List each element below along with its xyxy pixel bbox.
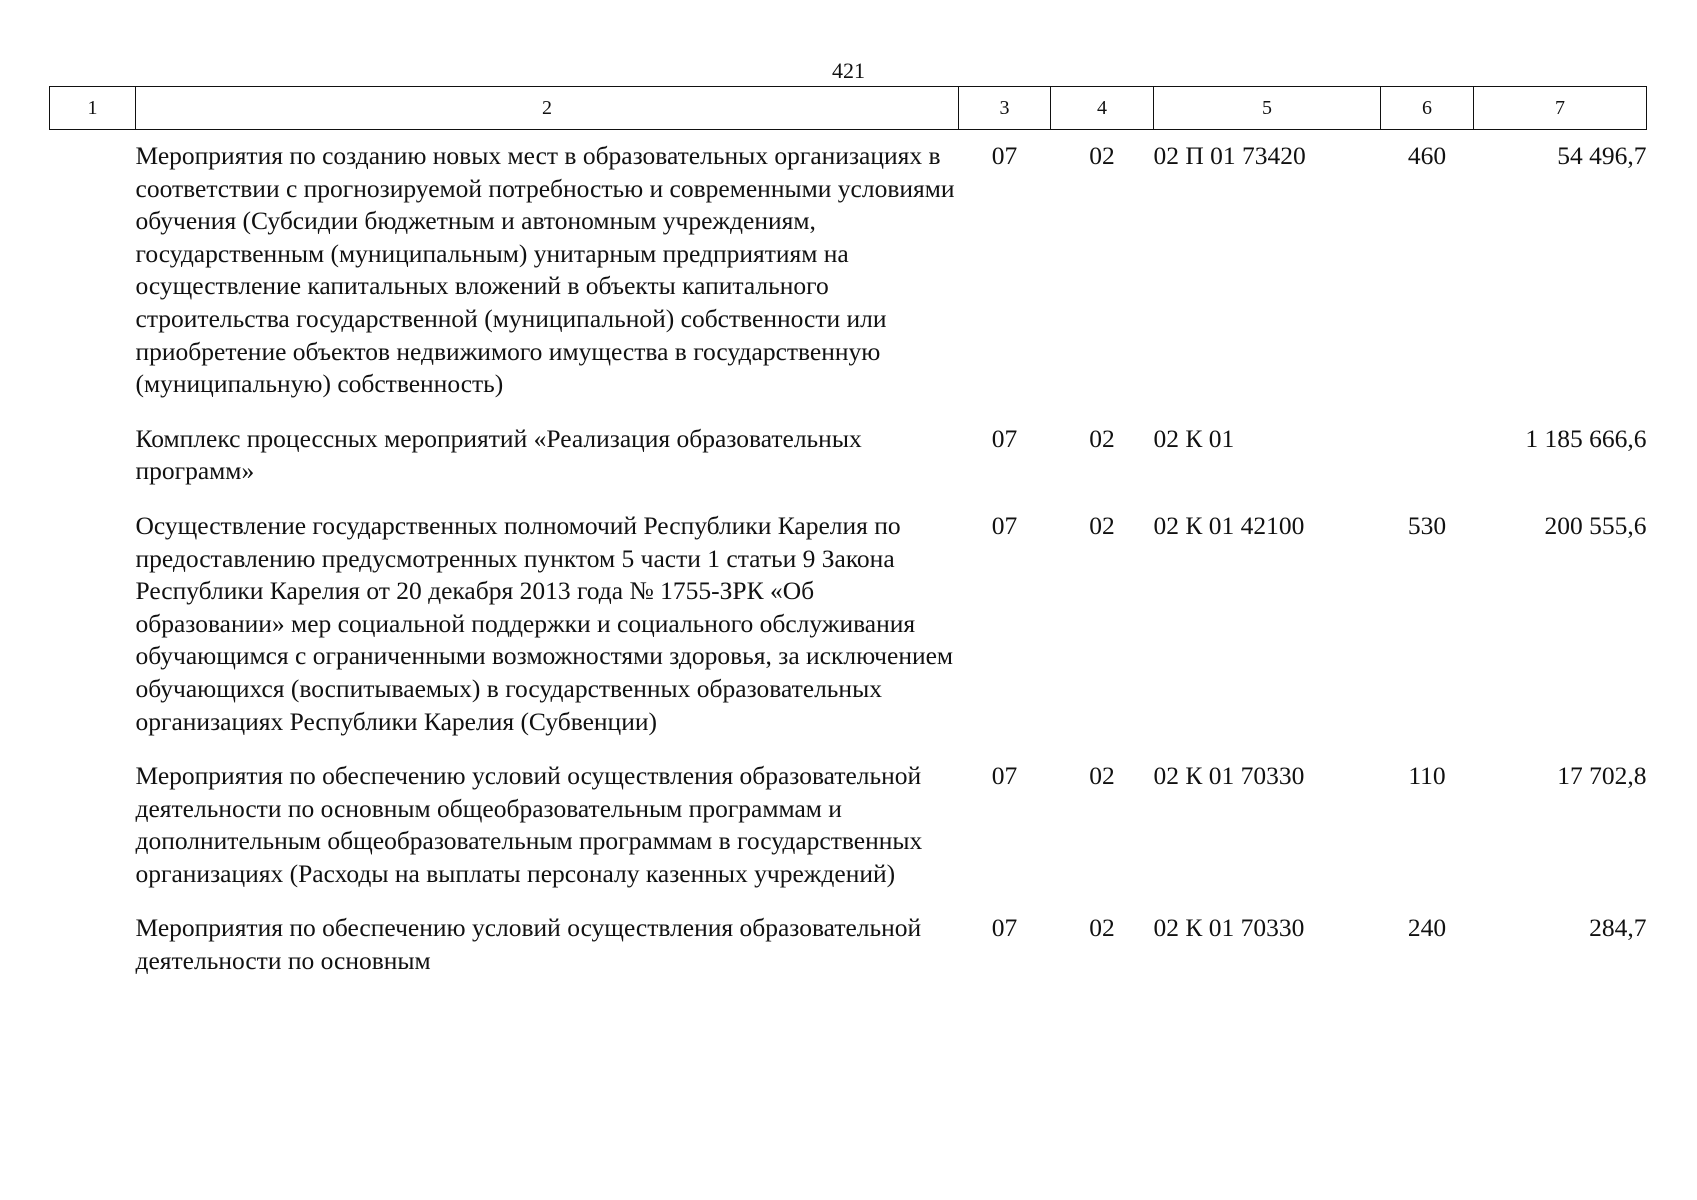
row-target: 02 К 01 <box>1153 423 1235 453</box>
row-index-cell <box>50 411 136 498</box>
budget-table <box>49 86 1647 978</box>
header-col-2: 2 <box>136 87 959 130</box>
table-row <box>50 748 1647 900</box>
page-number: 421 <box>832 58 865 83</box>
header-col-6: 6 <box>1381 87 1474 130</box>
row-amount: 54 496,7 <box>1557 141 1647 170</box>
table-row <box>50 411 1647 498</box>
row-target: 02 К 01 70330 <box>1153 761 1305 791</box>
row-subsection: 02 <box>1089 510 1115 540</box>
row-section: 07 <box>991 913 1018 943</box>
row-name: Мероприятия по созданию новых мест в образовательных организациях в соответствии с прогнозируемой потребностью и современными условиями обучения (Субсидии бюджетным и автономным учреждениям, государственным (муниципальным) унитарным предприятиям на осуществление капитальных вложений в объекты капитального строительства государственной (муниципальной) собственности или приобретение объектов недвижимого имущества в государственную (муниципальную) собственность) <box>135 141 955 399</box>
row-index-cell <box>50 748 136 900</box>
header-row <box>50 87 1647 130</box>
row-subsection: 02 <box>1089 913 1115 943</box>
row-expense-type: 110 <box>1408 761 1446 791</box>
row-expense-type: 460 <box>1407 141 1447 170</box>
header-col-7: 7 <box>1474 87 1647 130</box>
row-name: Мероприятия по обеспечению условий осуществления образовательной деятельности по основным <box>135 913 922 976</box>
row-section: 07 <box>991 423 1018 453</box>
row-name: Осуществление государственных полномочий Республики Карелия по предоставлению предусмотренных пунктом 5 части 1 статьи 9 Закона Республики Карелия от 20 декабря 2013 года № 1755-ЗРК «Об образовании» мер социальной поддержки и социального обслуживания обучающимся с ограниченными возможностями здоровья, за исключением обучающихся (воспитываемых) в государственных образовательных организациях Республики Карелия (Субвенции) <box>135 510 954 736</box>
row-amount: 284,7 <box>1589 913 1647 943</box>
row-amount: 1 185 666,6 <box>1525 423 1647 453</box>
row-name: Комплекс процессных мероприятий «Реализация образовательных программ» <box>135 423 862 486</box>
row-index-cell <box>50 498 136 748</box>
row-section: 07 <box>991 761 1018 791</box>
row-subsection: 02 <box>1089 141 1115 170</box>
row-target: 02 К 01 70330 <box>1153 913 1305 943</box>
row-section: 07 <box>991 510 1018 540</box>
row-expense-type: 240 <box>1407 913 1447 943</box>
header-col-4: 4 <box>1051 87 1154 130</box>
table-row <box>50 900 1647 977</box>
row-target: 02 К 01 42100 <box>1153 510 1305 540</box>
row-index-cell <box>50 130 136 411</box>
header-col-1: 1 <box>50 87 136 130</box>
row-subsection: 02 <box>1089 423 1115 453</box>
table-row <box>50 498 1647 748</box>
row-amount: 17 702,8 <box>1557 761 1647 791</box>
row-expense-type: 530 <box>1407 510 1447 540</box>
table-row <box>50 130 1647 411</box>
row-index-cell <box>50 900 136 977</box>
header-col-5: 5 <box>1154 87 1381 130</box>
row-name: Мероприятия по обеспечению условий осуществления образовательной деятельности по основным общеобразовательным программам и дополнительным общеобразовательным программам в государственных организациях (Расходы на выплаты персоналу казенных учреждений) <box>135 761 923 888</box>
row-expense-type <box>1381 411 1474 498</box>
header-col-3: 3 <box>959 87 1051 130</box>
row-section: 07 <box>991 141 1018 170</box>
row-amount: 200 555,6 <box>1544 510 1647 540</box>
row-subsection: 02 <box>1089 761 1115 791</box>
row-target: 02 П 01 73420 <box>1153 141 1306 170</box>
